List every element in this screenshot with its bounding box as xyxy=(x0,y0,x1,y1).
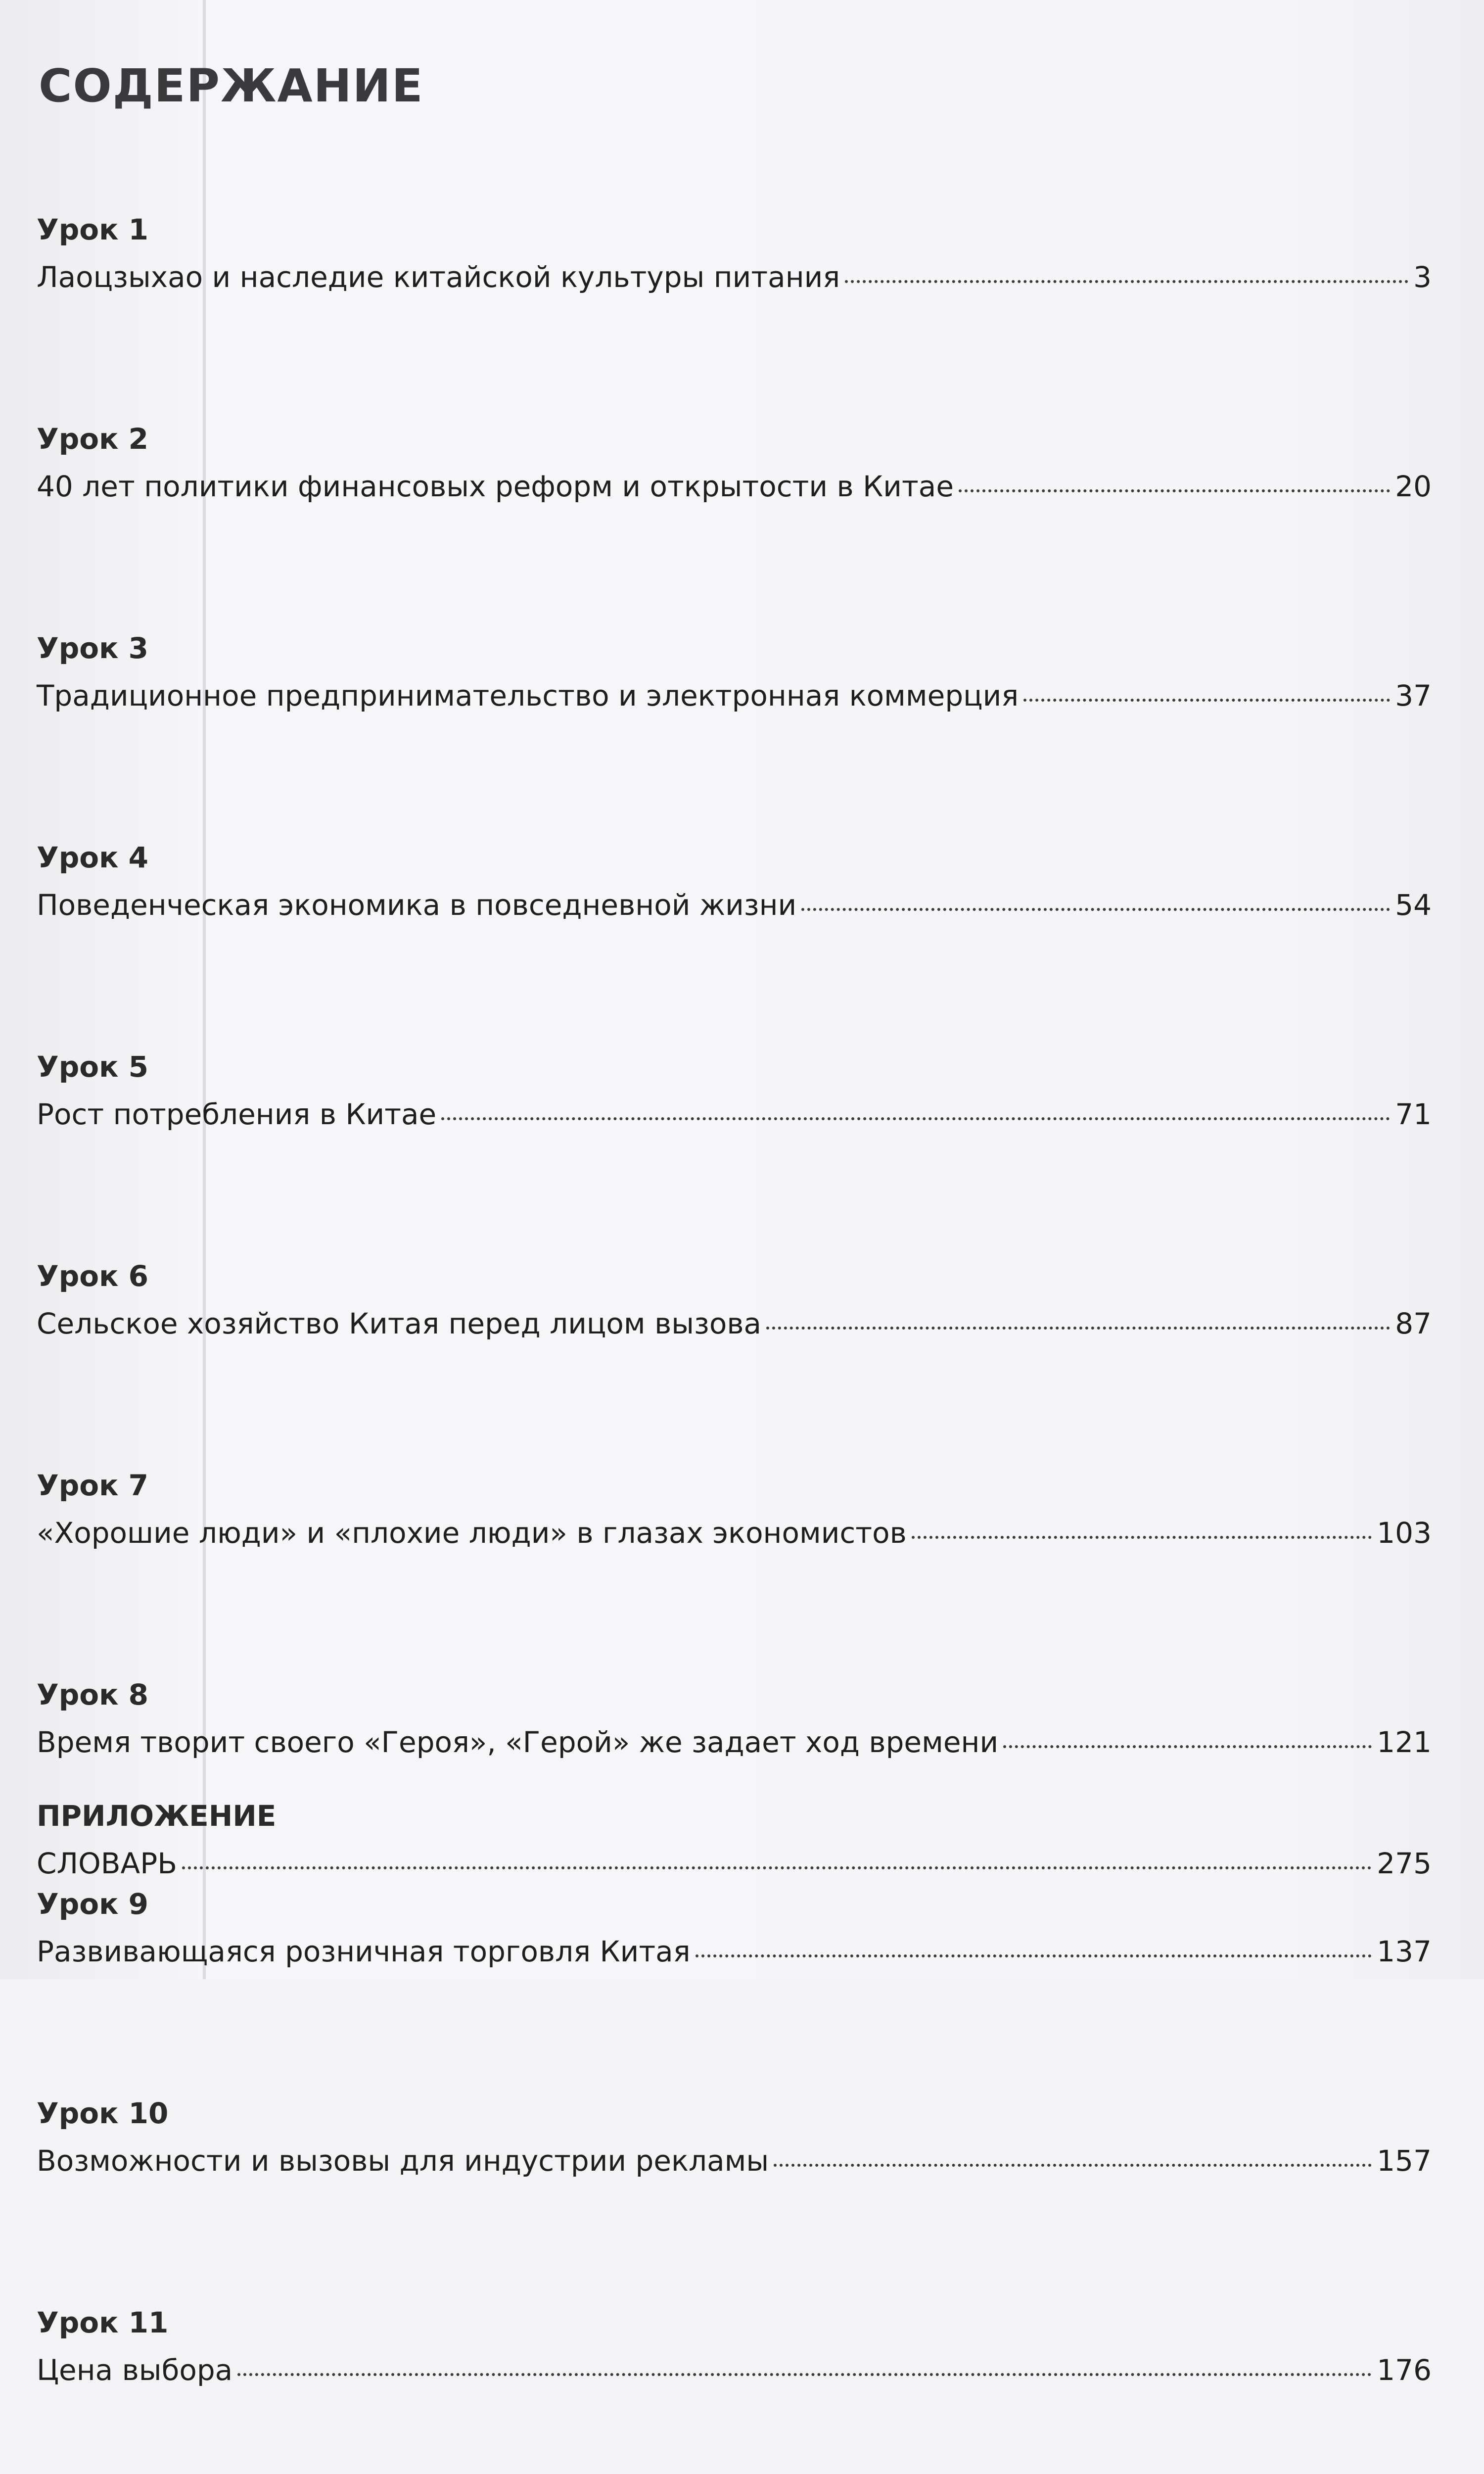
lesson-label: Урок 9 xyxy=(37,1887,148,1921)
toc-entry-line[interactable] xyxy=(37,2353,1432,2387)
toc-entry-line[interactable] xyxy=(37,260,1432,294)
dot-leader xyxy=(912,1536,1372,1539)
table-of-contents xyxy=(37,213,1432,2474)
dot-leader xyxy=(1023,699,1390,702)
appendix-section xyxy=(37,1799,1432,1880)
toc-lesson-entry xyxy=(37,213,1432,422)
lesson-label: Урок 11 xyxy=(37,2306,169,2339)
dot-leader xyxy=(441,1117,1390,1120)
toc-entry-page: 157 xyxy=(1377,2144,1432,2178)
page-title: СОДЕРЖАНИЕ xyxy=(39,59,424,112)
dot-leader xyxy=(801,908,1390,911)
toc-entry-line[interactable] xyxy=(37,1307,1432,1340)
toc-entry-text: Традиционное предпринимательство и электронная коммерция xyxy=(37,679,1019,713)
dot-leader xyxy=(774,2164,1372,2167)
lesson-label: Урок 7 xyxy=(37,1469,148,1502)
lesson-label: Урок 5 xyxy=(37,1050,148,1084)
toc-entry-text: Возможности и вызовы для индустрии рекламы xyxy=(37,2144,769,2178)
toc-lesson-entry xyxy=(37,422,1432,631)
dot-leader xyxy=(696,1954,1372,1957)
toc-entry-text: Развивающаяся розничная торговля Китая xyxy=(37,1935,691,1968)
toc-entry-page: 54 xyxy=(1395,888,1432,922)
toc-lesson-entry xyxy=(37,2096,1432,2306)
toc-entry-text: Время творит своего «Героя», «Герой» же задает ход времени xyxy=(37,1725,999,1759)
appendix-title: ПРИЛОЖЕНИЕ xyxy=(37,1799,277,1833)
toc-lesson-entry xyxy=(37,1259,1432,1469)
toc-entry-line[interactable] xyxy=(37,1847,1432,1880)
toc-entry-line[interactable] xyxy=(37,1725,1432,1759)
toc-entry-page: 3 xyxy=(1413,260,1432,294)
dot-leader xyxy=(1003,1745,1372,1748)
toc-entry-page: 37 xyxy=(1395,679,1432,713)
lesson-label: Урок 8 xyxy=(37,1678,148,1712)
lesson-label: Урок 10 xyxy=(37,2096,169,2130)
toc-lesson-entry xyxy=(37,1050,1432,1259)
toc-entry-line[interactable] xyxy=(37,2144,1432,2178)
toc-entry-page: 71 xyxy=(1395,1097,1432,1131)
dot-leader xyxy=(237,2373,1372,2376)
toc-entry-text: «Хорошие люди» и «плохие люди» в глазах экономистов xyxy=(37,1516,907,1550)
toc-lesson-entry xyxy=(37,1469,1432,1678)
toc-entry-page: 103 xyxy=(1377,1516,1432,1550)
lesson-label: Урок 2 xyxy=(37,422,148,456)
lesson-label: Урок 4 xyxy=(37,841,148,874)
toc-entry-page: 20 xyxy=(1395,470,1432,503)
toc-entry-text: Сельское хозяйство Китая перед лицом вызова xyxy=(37,1307,762,1340)
toc-entry-text: Лаоцзыхао и наследие китайской культуры питания xyxy=(37,260,840,294)
lesson-label: Урок 3 xyxy=(37,631,148,665)
toc-entry-line[interactable] xyxy=(37,470,1432,503)
toc-entry-text: Поведенческая экономика в повседневной жизни xyxy=(37,888,797,922)
toc-entry-text: СЛОВАРЬ xyxy=(37,1847,177,1880)
lesson-label: Урок 6 xyxy=(37,1259,148,1293)
toc-entry-line[interactable] xyxy=(37,679,1432,713)
toc-lesson-entry xyxy=(37,1887,1432,2096)
dot-leader xyxy=(182,1866,1372,1869)
dot-leader xyxy=(845,280,1408,283)
toc-entry-line[interactable] xyxy=(37,1935,1432,1968)
toc-entry-page: 137 xyxy=(1377,1935,1432,1968)
toc-entry-page: 275 xyxy=(1377,1847,1432,1880)
toc-entry-text: 40 лет политики финансовых реформ и открытости в Китае xyxy=(37,470,954,503)
toc-entry-text: Цена выбора xyxy=(37,2353,233,2387)
toc-lesson-entry xyxy=(37,2306,1432,2474)
toc-lesson-entry xyxy=(37,841,1432,1050)
toc-entry-page: 176 xyxy=(1377,2353,1432,2387)
lesson-label: Урок 1 xyxy=(37,213,148,246)
toc-entry-line[interactable] xyxy=(37,888,1432,922)
toc-entry-text: Рост потребления в Китае xyxy=(37,1097,437,1131)
dot-leader xyxy=(766,1327,1390,1330)
dot-leader xyxy=(959,489,1390,492)
toc-lesson-entry xyxy=(37,631,1432,841)
toc-entry-page: 87 xyxy=(1395,1307,1432,1340)
toc-entry-page: 121 xyxy=(1377,1725,1432,1759)
toc-entry-line[interactable] xyxy=(37,1516,1432,1550)
toc-entry-line[interactable] xyxy=(37,1097,1432,1131)
